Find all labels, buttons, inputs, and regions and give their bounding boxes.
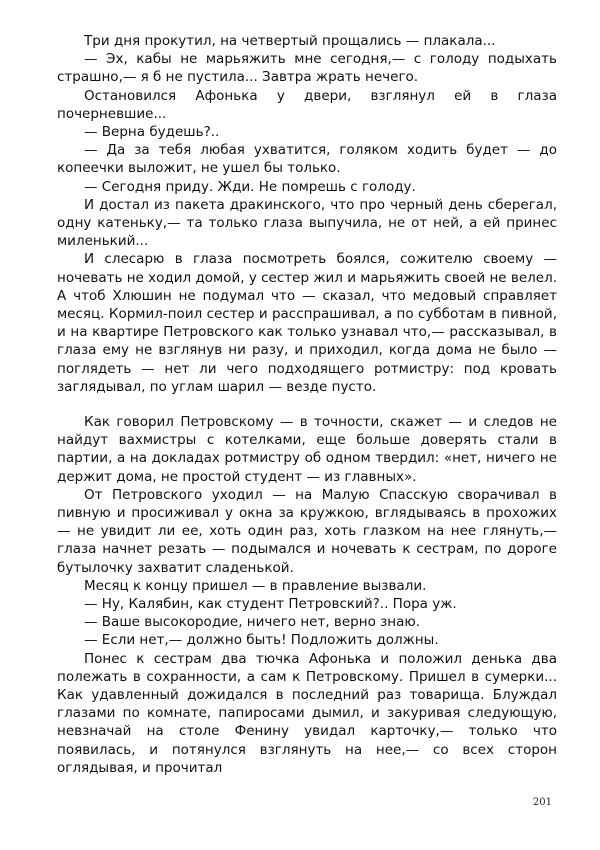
paragraph: — Если нет,— должно быть! Подложить должны. (84, 632, 439, 649)
paragraph: — Ваше высокородие, ничего нет, верно знаю. (84, 614, 421, 631)
paragraph: — Эх, кабы не марьяжить мне сегодня,— с голоду подыхать страшно,— я б не пустила... Завтра жрать нечего. (57, 51, 557, 86)
paragraph: Остановился Афонька у двери, взглянул ей в глаза почерневшие... (57, 87, 557, 122)
paragraph: — Сегодня приду. Жди. Не помрешь с голоду. (84, 178, 416, 195)
paragraph: Три дня прокутил, на четвертый прощались — плакала... (84, 33, 496, 49)
page-number: 201 (532, 797, 552, 808)
paragraph: И слесарю в глаза посмотреть боялся, сожителю своему — ночевать не ходил домой, у сестер жил и марьяжить своей не велел. А чтоб Хлюшин не подумал что — сказал, что медовый справляет месяц. Кормил-поил сестер и расспрашивал, а по субботам в пивной, и на квартире Петровского как только узнавал что,— рассказывал, в глаза ему не взглянув ни разу, и приходил, когда дома не было — поглядеть — нет ли чего подходящего ротмистру: под кровать заглядывал, по углам шарил — везде пусто. (57, 251, 557, 395)
paragraph: Понес к сестрам два тючка Афонька и положил денька два полежать в сохранности, а сам к Петровскому. Пришел в сумерки... Как удавленный дожидался в последний раз товарища. Блуждал глазами по комнате, папиросами дымил, и закуривая следующую, невзначай на столе Фенину увидал карточку,— только что появилась, и потянулся взглянуть на нее,— со всех сторон оглядывая, и прочитал (57, 650, 557, 776)
text-block-top (57, 32, 557, 396)
paragraph: — Да за тебя любая ухватится, голяком ходить будет — до копеечки выложит, не ушел бы только. (57, 142, 557, 177)
paragraph: И достал из пакета дракинского, что про черный день сберегал, одну катеньку,— та только глаза выпучила, не от ней, а ей принес миленький... (57, 196, 557, 250)
text-block-bottom (57, 413, 557, 777)
paragraph: От Петровского уходил — на Малую Спасскую сворачивал в пивную и просиживал у окна за кружкою, вглядываясь в прохожих — не увидит ли ее, хоть один раз, хоть глазком на нее глянуть,— глаза начнет резать — подымался и ночевать к сестрам, по дороге бутылочку захватит сладенькой. (57, 486, 557, 576)
paragraph: — Верна будешь?.. (84, 124, 220, 141)
paragraph: Как говорил Петровскому — в точности, скажет — и следов не найдут вахмистры с котелками, еще больше доверять стали в партии, а на докладах ротмистру об одном твердил: «нет, ничего не держит дома, не простой студент — из главных». (57, 414, 557, 485)
paragraph: — Ну, Калябин, как студент Петровский?.. Пора уж. (84, 596, 457, 613)
paragraph: Месяц к концу пришел — в правление вызвали. (84, 577, 427, 594)
